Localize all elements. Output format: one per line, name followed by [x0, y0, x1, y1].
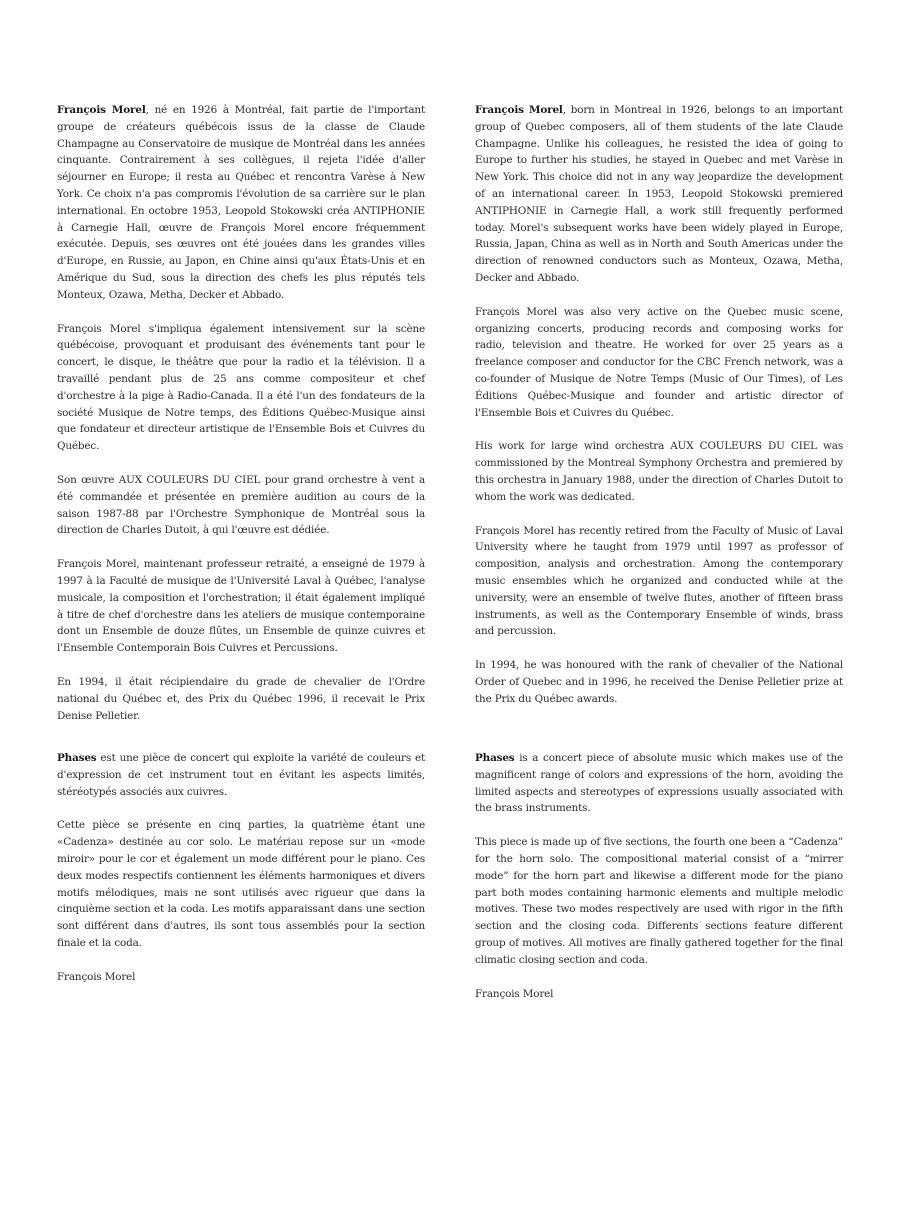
- en-work-paragraph-2: This piece is made up of five sections, the fourth one been a “Cadenza” for the horn solo. The compositional material consist of a “mirrer mode” for the horn part and likewise a different mode for the piano part both modes containing harmonic elements and multiple melodic motives. These two modes respectively are used with rigor in the fifth section and the closing coda. Differents sections feature different group of motives. All motives are finally gathered together for the final climatic closing section and coda.: [475, 836, 843, 966]
- en-work-text-1: is a concert piece of absolute music which makes use of the magnificent range of colors and expressions of the horn, avoiding the limited aspects and stereotypes of expressions usually associated with the brass instruments.: [475, 752, 843, 815]
- fr-bio-paragraph-1: [57, 102, 425, 304]
- en-bio-paragraph-2: François Morel was also very active on the Quebec music scene, organizing concerts, producing records and composing works for radio, television and theatre. He worked for over 25 years as a freelance composer and conductor for the CBC French network, was a co-founder of Musique de Notre Temps (Music of Our Times), of Les Éditions Québec-Musique and founder and artistic director of l'Ensemble Bois et Cuivres du Québec.: [475, 305, 843, 419]
- french-work-notes: [57, 750, 425, 1003]
- en-bio-paragraph-4: François Morel has recently retired from the Faculty of Music of Laval University where he taught from 1979 until 1997 as professor of composition, analysis and orchestration. Among the contemporary music ensembles which he organized and conducted while at the university, were an ensemble of twelve flutes, another of fifteen brass instruments, as well as the Contemporary Ensemble of winds, brass and percussion.: [475, 524, 843, 638]
- fr-work-text-1: est une pièce de concert qui exploite la variété de couleurs et d'expression de cet instrument tout en évitant les aspects limités, stéréotypés associés aux cuivres.: [57, 752, 425, 798]
- fr-bio-paragraph-4: François Morel, maintenant professeur retraité, a enseigné de 1979 à 1997 à la Faculté de musique de l'Université Laval à Québec, l'analyse musicale, la composition et l'orchestration; il était également impliqué à titre de chef d'orchestre dans les ateliers de musique contemporaine dont un Ensemble de douze flûtes, un Ensemble de quinze cuivres et l'Ensemble Contemporain Bois Cuivres et Percussions.: [57, 558, 425, 655]
- en-work-paragraph-1: [475, 750, 843, 817]
- composer-name: François Morel: [475, 104, 563, 116]
- en-bio-paragraph-1: [475, 102, 843, 287]
- fr-work-paragraph-2: Cette pièce se présente en cinq parties, la quatrième étant une «Cadenza» destinée au cor solo. Le matériau repose sur un «mode miroir» pour le cor et également un mode différent pour le piano. Ces deux modes respectifs contiennent les éléments harmoniques et divers motifs mélodiques, mais ne sont utilisés avec rigueur que dans la cinquième section et la coda. Les motifs apparaissant dans une section sont différent dans d'autres, ils sont tous assemblés pour la section finale et la coda.: [57, 819, 425, 949]
- fr-bio-paragraph-3: Son œuvre AUX COULEURS DU CIEL pour grand orchestre à vent a été commandée et présentée en première audition au cours de la saison 1987-88 par l'Orchestre Symphonique de Montréal sous la direction de Charles Dutoit, à qui l'œuvre est dédiée.: [57, 473, 425, 537]
- english-work-notes: [475, 750, 843, 1019]
- composer-name: François Morel: [57, 104, 146, 116]
- work-title: Phases: [475, 752, 515, 764]
- fr-work-paragraph-1: [57, 750, 425, 800]
- fr-signature: François Morel: [57, 970, 136, 983]
- english-biography: [475, 102, 843, 725]
- en-signature: François Morel: [475, 987, 554, 1000]
- en-bio-paragraph-5: In 1994, he was honoured with the rank of chevalier of the National Order of Quebec and in 1996, he received the Denise Pelletier prize at the Prix du Québec awards.: [475, 659, 843, 705]
- en-bio-text-1: , born in Montreal in 1926, belongs to an important group of Quebec composers, all of them students of the late Claude Champagne. Unlike his colleagues, he resisted the idea of going to Europe to further his studies, he stayed in Quebec and met Varèse in New York. This choice did not in any way jeopardize the development of an international career. In 1953, Leopold Stokowski premiered ANTIPHONIE in Carnegie Hall, a work still frequently performed today. Morel's subsequent works have been widely played in Europe, Russia, Japan, China as well as in North and South Americas under the direction of renowned conductors such as Monteux, Ozawa, Metha, Decker and Abbado.: [475, 104, 843, 284]
- work-title: Phases: [57, 752, 97, 764]
- fr-bio-paragraph-2: François Morel s'impliqua également intensivement sur la scène québécoise, provoquant et produisant des événements tant pour le concert, le disque, le théâtre que pour la radio et la télévision. Il a travaillé pendant plus de 25 ans comme compositeur et chef d'orchestre à la pige à Radio-Canada. Il a été l'un des fondateurs de la société Musique de Notre temps, des Éditions Québec-Musique ainsi que fondateur et directeur artistique de l'Ensemble Bois et Cuivres du Québec.: [57, 322, 425, 453]
- en-bio-paragraph-3: His work for large wind orchestra AUX COULEURS DU CIEL was commissioned by the Montreal Symphony Orchestra and premiered by this orchestra in January 1988, under the direction of Charles Dutoit to whom the work was dedicated.: [475, 440, 843, 503]
- fr-bio-paragraph-5: En 1994, il était récipiendaire du grade de chevalier de l'Ordre national du Québec et, des Prix du Québec 1996, il recevait le Prix Denise Pelletier.: [57, 675, 425, 722]
- french-biography: [57, 102, 425, 741]
- fr-bio-text-1: , né en 1926 à Montréal, fait partie de l'important groupe de créateurs québécois issus de la classe de Claude Champagne au Conservatoire de musique de Montréal dans les années cinquante. Contrairement à ses collègues, il rejeta l'idée d'aller séjourner en Europe; il resta au Québec et rencontra Varèse à New York. Ce choix n'a pas compromis l'évolution de sa carrière sur le plan international. En octobre 1953, Leopold Stokowski créa ANTIPHONIE à Carnegie Hall, œuvre de François Morel encore fréquemment exécutée. Depuis, ses œuvres ont été jouées dans les grandes villes d'Europe, en Russie, au Japon, en Chine ainsi qu'aux États-Unis et en Amérique du Sud, sous la direction des chefs les plus réputés tels Monteux, Ozawa, Metha, Decker et Abbado.: [57, 104, 425, 301]
